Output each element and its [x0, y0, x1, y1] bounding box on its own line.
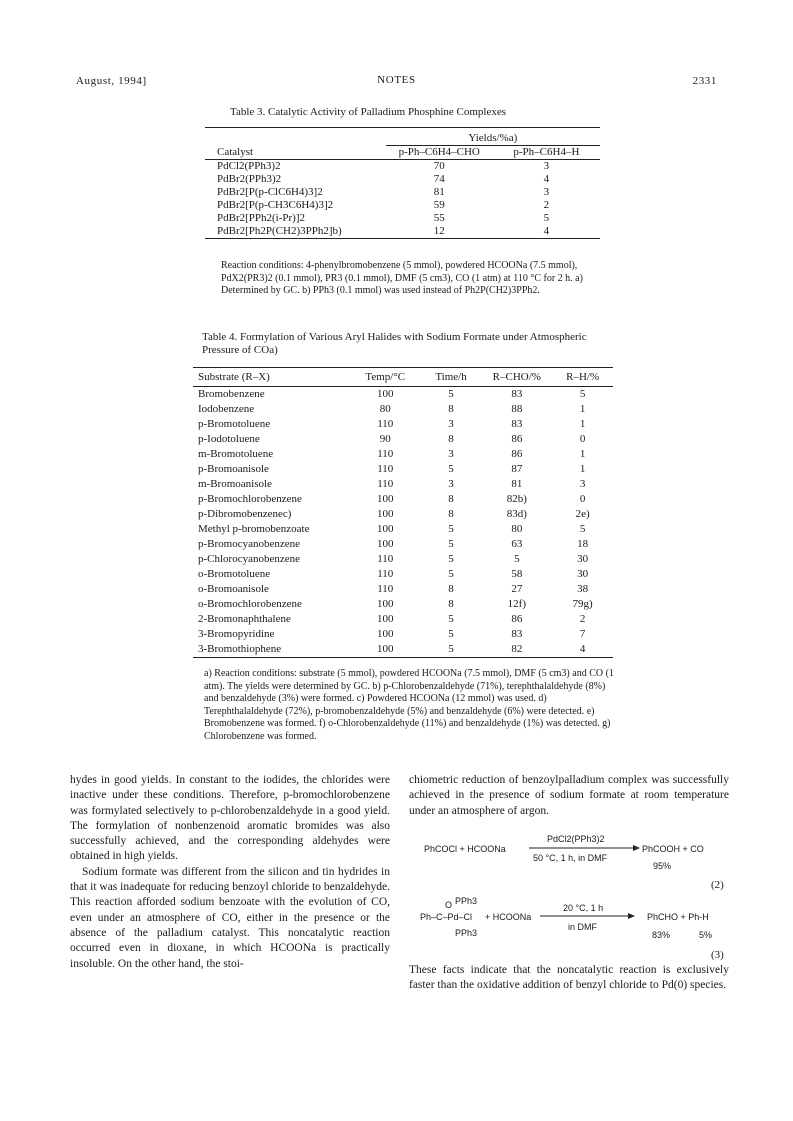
table4-cell-time: 8 [448, 583, 454, 595]
table4-cell-rcho: 86 [511, 448, 523, 460]
table4-cell-time: 5 [448, 523, 454, 535]
scheme3-reagent: + HCOONa [485, 912, 532, 922]
table4-cell-rh: 0 [579, 493, 586, 505]
table4-cell-temp: 90 [379, 433, 391, 445]
table4-cell-temp: 100 [377, 493, 394, 505]
table4-cell-substrate: o-Bromoanisole [198, 583, 269, 595]
table4-row [193, 387, 613, 403]
table4-row [193, 582, 613, 597]
table4-row [193, 552, 613, 567]
table4-cell-substrate: Iodobenzene [198, 403, 255, 415]
running-header-date: August, 1994] [76, 75, 147, 87]
table4-cell-temp: 100 [377, 388, 394, 400]
table3-cell-catalyst: PdBr2[Ph2P(CH2)3PPh2]b) [217, 225, 342, 237]
table4-cell-rh: 18 [577, 538, 589, 550]
table4-cell-substrate: 3-Bromothiophene [193, 642, 350, 658]
table3-cell-y2: 3 [543, 186, 550, 198]
table4 [193, 367, 613, 658]
table4-cell-rcho: 83 [511, 388, 523, 400]
scheme3-pph3-bottom: PPh3 [455, 928, 478, 938]
table4-cell-time: 8 [448, 508, 454, 520]
equation-number-3: (3) [711, 949, 724, 961]
table4-col-temp: Temp/°C [350, 368, 421, 387]
table4-cell-temp: 110 [377, 418, 394, 430]
table3-cell-y2: 4 [543, 225, 550, 237]
table4-cell-rh: 38 [577, 583, 589, 595]
table4-cell-rcho: 63 [511, 538, 523, 550]
table3-notes: Reaction conditions: 4-phenylbromobenzene (5 mmol), powdered HCOONa (7.5 mmol), PdX2(PR3)2 (0.1 mmol), PR3 (0.1 mmol), DMF (5 cm3), CO (1 atm) at 110 °C for 2 h. a) Determined by GC. b) PPh3 (0.1 mmol) was used instead of Ph2P(CH2)3PPh2. [221, 260, 583, 296]
table4-row [193, 492, 613, 507]
table3 [205, 127, 600, 239]
table4-cell-time: 5 [448, 388, 454, 400]
table4-cell-temp: 110 [377, 553, 394, 565]
table4-cell-rh: 30 [577, 553, 589, 565]
scheme2-conditions: 50 °C, 1 h, in DMF [533, 853, 608, 863]
table4-cell-substrate: p-Bromotoluene [198, 418, 271, 430]
table4-cell-time: 3 [448, 418, 454, 430]
table4-col-substrate: Substrate (R–X) [193, 368, 350, 387]
table3-cell-y1: 74 [433, 173, 445, 185]
table4-cell-rh: 7 [579, 628, 586, 640]
table4-cell-rcho: 83 [511, 418, 523, 430]
table4-cell-time: 5 [421, 642, 482, 658]
table4-cell-rcho: 88 [511, 403, 523, 415]
scheme2-reactants: PhCOCl + HCOONa [424, 844, 506, 854]
scheme3-products: PhCHO + Ph-H [647, 912, 709, 922]
table3-cell-y1: 12 [433, 225, 445, 237]
scheme3-yield-aldehyde: 83% [652, 930, 671, 940]
scheme2-yield: 95% [653, 861, 672, 871]
table4-row [193, 567, 613, 582]
scheme3-conditions-bottom: in DMF [568, 922, 597, 932]
table4-cell-rcho: 5 [514, 553, 520, 565]
table3-cell-catalyst: PdCl2(PPh3)2 [217, 160, 281, 172]
table4-cell-rh: 3 [579, 478, 586, 490]
table4-cell-substrate: p-Chlorocyanobenzene [198, 553, 301, 565]
table4-cell-rh: 5 [579, 388, 586, 400]
table4-cell-rh: 30 [577, 568, 589, 580]
table3-row [205, 212, 600, 225]
table4-cell-substrate: Bromobenzene [198, 388, 265, 400]
table4-cell-time: 3 [448, 448, 454, 460]
table3-row [205, 160, 600, 174]
table4-cell-rcho: 82 [481, 642, 552, 658]
table4-cell-rcho: 80 [511, 523, 523, 535]
table4-row [193, 537, 613, 552]
table3-cell-catalyst: PdBr2[P(p-CH3C6H4)3]2 [217, 199, 334, 211]
table4-cell-temp: 100 [377, 538, 394, 550]
table4-cell-rh: 4 [552, 642, 613, 658]
table3-yields-header: Yields/%a) [386, 132, 600, 146]
table4-cell-temp: 100 [377, 628, 394, 640]
table4-cell-rcho: 87 [511, 463, 523, 475]
table3-cell-y2: 5 [543, 212, 550, 224]
table4-cell-substrate: p-Bromochlorobenzene [198, 493, 302, 505]
scheme3-yield-benzene: 5% [699, 930, 713, 940]
table4-row [193, 432, 613, 447]
table4-cell-temp: 100 [350, 642, 421, 658]
table4-cell-rh: 2e) [575, 508, 590, 520]
table4-cell-substrate: o-Bromotoluene [198, 568, 271, 580]
table4-cell-temp: 100 [377, 613, 394, 625]
table4-cell-substrate: o-Bromochlorobenzene [198, 598, 302, 610]
table4-cell-rh: 1 [579, 418, 586, 430]
table4-cell-temp: 100 [377, 598, 394, 610]
table4-cell-substrate: m-Bromoanisole [198, 478, 272, 490]
table4-row [193, 402, 613, 417]
table4-cell-time: 3 [448, 478, 454, 490]
table4-cell-substrate: 2-Bromonaphthalene [198, 613, 291, 625]
scheme3-o-label: O [445, 900, 453, 910]
table4-row [193, 447, 613, 462]
table4-cell-rh: 1 [579, 448, 586, 460]
table4-cell-rcho: 83d) [506, 508, 527, 520]
table4-col-rh: R–H/% [552, 368, 613, 387]
table4-cell-rh: 0 [579, 433, 586, 445]
table4-row [193, 462, 613, 477]
table4-cell-substrate: p-Dibromobenzenec) [198, 508, 292, 520]
table3-cell-y2: 3 [543, 160, 550, 172]
table4-col-rcho: R–CHO/% [481, 368, 552, 387]
table4-cell-time: 5 [448, 553, 454, 565]
table4-cell-substrate: Methyl p-bromobenzoate [198, 523, 310, 535]
body-right-bottom: These facts indicate that the noncatalytic reaction is exclusively faster than the oxidative addition of benzyl chloride to Pd(0) species. [409, 964, 729, 992]
table4-cell-rcho: 27 [511, 583, 523, 595]
table4-cell-temp: 100 [377, 523, 394, 535]
table3-row [205, 199, 600, 212]
table4-cell-time: 8 [448, 493, 454, 505]
table4-row [193, 597, 613, 612]
table3-cell-y1: 55 [433, 212, 445, 224]
table4-cell-rcho: 12f) [507, 598, 526, 610]
table3-cell-y2: 2 [543, 199, 550, 211]
table4-cell-substrate: p-Bromoanisole [198, 463, 269, 475]
table4-cell-rh: 79g) [572, 598, 593, 610]
table4-cell-rh: 1 [579, 403, 586, 415]
table4-notes: a) Reaction conditions: substrate (5 mmol), powdered HCOONa (7.5 mmol), DMF (5 cm3) and CO (1 atm). The yields were determined by GC. b) p-Chlorobenzaldehyde (71%), terephthalaldehyde (8%) and benzaldehyde (3%) were formed. c) Powdered HCOONa (12 mmol) was used. d) Terephthalaldehyde (72%), p-bromobenzaldehyde (5%) and benzaldehyde (6%) were detected. e) Bromobenzene was formed. f) o-Chlorobenzaldehyde (11%) and benzaldehyde (1%) was detected. g) Chlorobenzene was formed. [204, 668, 614, 742]
body-paragraph: Sodium formate was different from the silicon and tin hydrides in that it was inadequate for reducing benzoyl chloride to benzaldehyde. This reaction afforded sodium benzoate with the evolution of CO, even under an atmosphere of CO, either in the presence or the absence of the palladium catalyst. This noncatalytic reaction occurred even in dioxane, in which HCOONa is practically insoluble. On the other hand, the stoi- [70, 865, 390, 970]
table3-cell-catalyst: PdBr2[PPh2(i-Pr)]2 [217, 212, 306, 224]
table4-row [193, 612, 613, 627]
table4-cell-time: 5 [448, 463, 454, 475]
page-number: 2331 [692, 75, 717, 87]
table4-cell-time: 5 [448, 568, 454, 580]
body-right-top: chiometric reduction of benzoylpalladium complex was successfully achieved in the presence of sodium formate at room temperature under an atmosphere of argon. [409, 774, 729, 817]
table4-col-time: Time/h [421, 368, 482, 387]
table4-cell-substrate: m-Bromotoluene [198, 448, 274, 460]
table4-cell-time: 5 [448, 613, 454, 625]
scheme2-products: PhCOOH + CO [642, 844, 704, 854]
table3-cell-catalyst: PdBr2(PPh3)2 [217, 173, 282, 185]
table3-row [205, 225, 600, 239]
table4-cell-time: 5 [448, 538, 454, 550]
table3-col-catalyst: Catalyst [217, 145, 254, 158]
table4-cell-temp: 110 [377, 568, 394, 580]
table3-cell-y2: 4 [543, 173, 550, 185]
table4-cell-rh: 1 [579, 463, 586, 475]
table4-row [193, 642, 613, 658]
table3-cell-y1: 70 [433, 160, 445, 172]
table4-cell-rcho: 58 [511, 568, 523, 580]
table4-cell-rcho: 83 [511, 628, 523, 640]
table4-cell-temp: 100 [377, 508, 394, 520]
table4-cell-rcho: 86 [511, 613, 523, 625]
equation-number-2: (2) [711, 879, 724, 891]
running-header-section: NOTES [377, 74, 416, 86]
body-paragraph: hydes in good yields. In constant to the iodides, the chlorides were inactive under these conditions. Therefore, p-bromochlorobenzene was formylated selectively to p-chlorobenzaldehyde in a good yield. The formylation of nonbenzenoid aromatic bromides was also successfully achieved, and the corresponding aldehydes were obtained in high yields. [70, 774, 390, 863]
table3-caption: Table 3. Catalytic Activity of Palladium Phosphine Complexes [230, 106, 507, 118]
scheme3-complex: Ph–C–Pd–Cl [420, 912, 473, 922]
table4-cell-temp: 110 [377, 448, 394, 460]
table4-cell-rcho: 81 [511, 478, 523, 490]
table4-row [193, 507, 613, 522]
scheme3-arrow [540, 912, 636, 920]
scheme2-arrow [529, 844, 641, 852]
table4-row [193, 627, 613, 642]
table4-cell-rcho: 82b) [506, 493, 527, 505]
table4-cell-temp: 110 [377, 478, 394, 490]
table4-cell-temp: 110 [377, 463, 394, 475]
scheme3-conditions-top: 20 °C, 1 h [563, 903, 604, 913]
scheme3-pph3-top: PPh3 [455, 896, 478, 906]
table3-cell-y1: 59 [433, 199, 445, 211]
table4-cell-temp: 110 [377, 583, 394, 595]
table3-cell-catalyst: PdBr2[P(p-ClC6H4)3]2 [217, 186, 323, 198]
table4-cell-substrate: p-Bromocyanobenzene [198, 538, 301, 550]
table4-cell-time: 8 [448, 598, 454, 610]
table4-cell-rcho: 86 [511, 433, 523, 445]
table3-col-y2: p-Ph–C6H4–H [513, 146, 580, 158]
table4-cell-temp: 80 [379, 403, 391, 415]
table3-row [205, 186, 600, 199]
table4-cell-time: 8 [448, 403, 454, 415]
table4-caption: Table 4. Formylation of Various Aryl Halides with Sodium Formate under Atmospheric Pressure of COa) [202, 331, 587, 356]
table4-row [193, 417, 613, 432]
table4-row [193, 522, 613, 537]
scheme2-catalyst: PdCl2(PPh3)2 [547, 834, 605, 844]
body-left-column [70, 773, 390, 972]
table4-cell-time: 5 [448, 628, 454, 640]
table4-cell-rh: 2 [579, 613, 586, 625]
table3-col-y1: p-Ph–C6H4–CHO [398, 146, 480, 158]
table3-cell-y1: 81 [433, 186, 445, 198]
table4-row [193, 477, 613, 492]
table4-cell-rh: 5 [579, 523, 586, 535]
table4-cell-substrate: 3-Bromopyridine [198, 628, 275, 640]
table4-cell-time: 8 [448, 433, 454, 445]
table4-cell-substrate: p-Iodotoluene [198, 433, 260, 445]
table3-row [205, 173, 600, 186]
